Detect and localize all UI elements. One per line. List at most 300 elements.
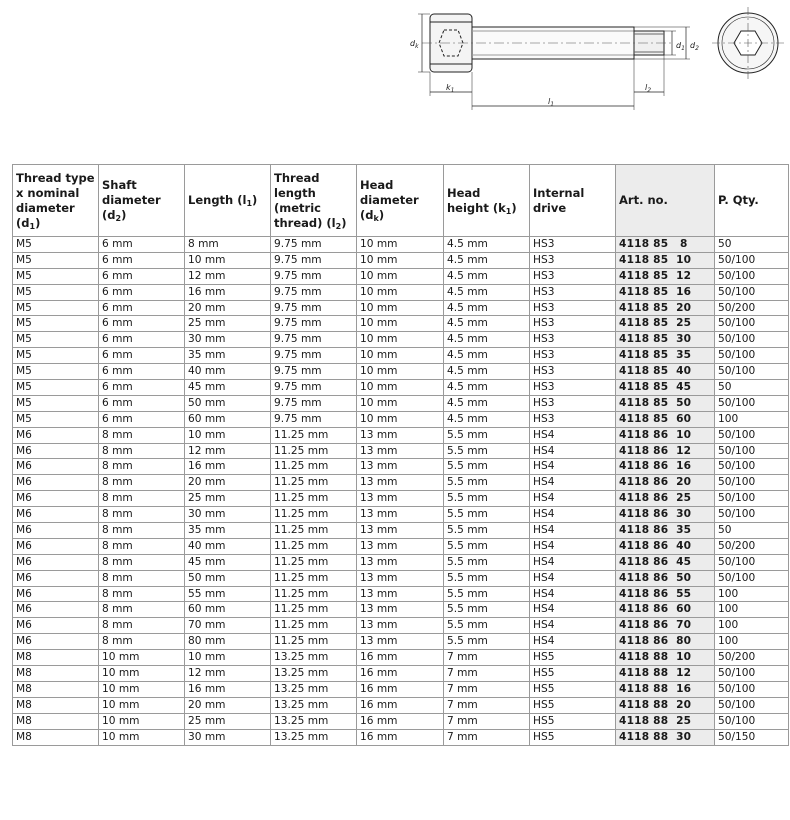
cell-art-no: 4118 85 40 bbox=[616, 364, 715, 380]
cell-head-height: 5.5 mm bbox=[444, 618, 530, 634]
cell-internal-drive: HS5 bbox=[530, 666, 616, 682]
cell-head-height: 5.5 mm bbox=[444, 586, 530, 602]
header-shaft-diameter: Shaft diameter $(d_2)$ bbox=[99, 165, 185, 237]
cell-shaft-diameter: 6 mm bbox=[99, 332, 185, 348]
cell-shaft-diameter: 8 mm bbox=[99, 586, 185, 602]
table-row bbox=[13, 650, 789, 666]
cell-thread-length: 9.75 mm bbox=[271, 300, 357, 316]
cell-head-diameter: 10 mm bbox=[357, 332, 444, 348]
cell-length: 10 mm bbox=[185, 252, 271, 268]
cell-internal-drive: HS4 bbox=[530, 634, 616, 650]
cell-shaft-diameter: 10 mm bbox=[99, 729, 185, 745]
cell-thread-type: M6 bbox=[13, 538, 99, 554]
cell-length: 45 mm bbox=[185, 554, 271, 570]
table-row bbox=[13, 570, 789, 586]
cell-internal-drive: HS4 bbox=[530, 443, 616, 459]
cell-internal-drive: HS4 bbox=[530, 570, 616, 586]
cell-head-height: 5.5 mm bbox=[444, 491, 530, 507]
table-row bbox=[13, 459, 789, 475]
cell-thread-type: M8 bbox=[13, 713, 99, 729]
cell-p-qty: 100 bbox=[715, 618, 789, 634]
cell-p-qty: 50/100 bbox=[715, 507, 789, 523]
cell-thread-length: 9.75 mm bbox=[271, 411, 357, 427]
header-art-no: Art. no. bbox=[616, 165, 715, 237]
cell-art-no: 4118 85 30 bbox=[616, 332, 715, 348]
cell-thread-length: 11.25 mm bbox=[271, 570, 357, 586]
table-row bbox=[13, 380, 789, 396]
cell-p-qty: 50/200 bbox=[715, 538, 789, 554]
cell-head-height: 4.5 mm bbox=[444, 284, 530, 300]
cell-thread-length: 9.75 mm bbox=[271, 252, 357, 268]
cell-shaft-diameter: 6 mm bbox=[99, 348, 185, 364]
cell-thread-length: 11.25 mm bbox=[271, 554, 357, 570]
cell-shaft-diameter: 6 mm bbox=[99, 364, 185, 380]
cell-internal-drive: HS4 bbox=[530, 475, 616, 491]
cell-p-qty: 50/100 bbox=[715, 395, 789, 411]
cell-internal-drive: HS4 bbox=[530, 459, 616, 475]
cell-internal-drive: HS4 bbox=[530, 602, 616, 618]
table-row bbox=[13, 602, 789, 618]
cell-head-height: 5.5 mm bbox=[444, 475, 530, 491]
cell-shaft-diameter: 8 mm bbox=[99, 523, 185, 539]
cell-internal-drive: HS4 bbox=[530, 554, 616, 570]
cell-p-qty: 50/100 bbox=[715, 364, 789, 380]
cell-shaft-diameter: 8 mm bbox=[99, 618, 185, 634]
cell-shaft-diameter: 8 mm bbox=[99, 554, 185, 570]
cell-head-height: 5.5 mm bbox=[444, 602, 530, 618]
cell-thread-length: 9.75 mm bbox=[271, 380, 357, 396]
cell-thread-type: M5 bbox=[13, 268, 99, 284]
cell-thread-length: 11.25 mm bbox=[271, 538, 357, 554]
cell-internal-drive: HS4 bbox=[530, 523, 616, 539]
cell-head-diameter: 10 mm bbox=[357, 268, 444, 284]
cell-thread-type: M6 bbox=[13, 459, 99, 475]
table-row bbox=[13, 713, 789, 729]
cell-thread-type: M5 bbox=[13, 316, 99, 332]
cell-length: 16 mm bbox=[185, 284, 271, 300]
cell-thread-type: M5 bbox=[13, 332, 99, 348]
cell-head-diameter: 13 mm bbox=[357, 475, 444, 491]
cell-internal-drive: HS5 bbox=[530, 650, 616, 666]
cell-thread-length: 11.25 mm bbox=[271, 523, 357, 539]
technical-drawing bbox=[400, 0, 790, 125]
cell-p-qty: 50/100 bbox=[715, 554, 789, 570]
cell-p-qty: 100 bbox=[715, 602, 789, 618]
cell-length: 16 mm bbox=[185, 681, 271, 697]
cell-head-diameter: 13 mm bbox=[357, 538, 444, 554]
cell-shaft-diameter: 6 mm bbox=[99, 237, 185, 253]
cell-shaft-diameter: 10 mm bbox=[99, 650, 185, 666]
cell-p-qty: 50 bbox=[715, 523, 789, 539]
cell-thread-type: M5 bbox=[13, 364, 99, 380]
cell-length: 40 mm bbox=[185, 364, 271, 380]
cell-head-diameter: 10 mm bbox=[357, 284, 444, 300]
cell-head-diameter: 16 mm bbox=[357, 666, 444, 682]
cell-thread-type: M6 bbox=[13, 602, 99, 618]
table-row bbox=[13, 538, 789, 554]
table-row bbox=[13, 427, 789, 443]
cell-p-qty: 100 bbox=[715, 586, 789, 602]
cell-length: 20 mm bbox=[185, 697, 271, 713]
cell-head-height: 4.5 mm bbox=[444, 380, 530, 396]
cell-internal-drive: HS3 bbox=[530, 316, 616, 332]
cell-head-diameter: 13 mm bbox=[357, 491, 444, 507]
table-row bbox=[13, 554, 789, 570]
cell-art-no: 4118 88 16 bbox=[616, 681, 715, 697]
cell-thread-length: 11.25 mm bbox=[271, 427, 357, 443]
cell-length: 50 mm bbox=[185, 570, 271, 586]
table-row bbox=[13, 666, 789, 682]
l2-label: $l_2$ bbox=[645, 83, 652, 94]
table-row bbox=[13, 316, 789, 332]
k1-label: $k_1$ bbox=[446, 83, 455, 94]
cell-thread-length: 13.25 mm bbox=[271, 666, 357, 682]
cell-p-qty: 50 bbox=[715, 380, 789, 396]
cell-shaft-diameter: 6 mm bbox=[99, 380, 185, 396]
cell-shaft-diameter: 6 mm bbox=[99, 268, 185, 284]
cell-head-diameter: 10 mm bbox=[357, 300, 444, 316]
cell-internal-drive: HS3 bbox=[530, 252, 616, 268]
dk-label: $d_k$ bbox=[410, 39, 419, 50]
cell-art-no: 4118 86 40 bbox=[616, 538, 715, 554]
cell-internal-drive: HS4 bbox=[530, 586, 616, 602]
cell-thread-type: M6 bbox=[13, 491, 99, 507]
cell-head-height: 7 mm bbox=[444, 681, 530, 697]
cell-shaft-diameter: 8 mm bbox=[99, 570, 185, 586]
cell-length: 10 mm bbox=[185, 427, 271, 443]
table-row bbox=[13, 364, 789, 380]
table-row bbox=[13, 411, 789, 427]
cell-head-diameter: 10 mm bbox=[357, 348, 444, 364]
cell-head-diameter: 13 mm bbox=[357, 459, 444, 475]
cell-art-no: 4118 85 60 bbox=[616, 411, 715, 427]
cell-thread-length: 9.75 mm bbox=[271, 268, 357, 284]
cell-head-diameter: 16 mm bbox=[357, 713, 444, 729]
table-body bbox=[13, 237, 789, 746]
cell-art-no: 4118 85 12 bbox=[616, 268, 715, 284]
table-row bbox=[13, 332, 789, 348]
cell-thread-length: 11.25 mm bbox=[271, 586, 357, 602]
cell-thread-type: M8 bbox=[13, 650, 99, 666]
cell-head-diameter: 13 mm bbox=[357, 554, 444, 570]
cell-length: 55 mm bbox=[185, 586, 271, 602]
cell-internal-drive: HS3 bbox=[530, 284, 616, 300]
cell-thread-type: M6 bbox=[13, 586, 99, 602]
cell-art-no: 4118 86 12 bbox=[616, 443, 715, 459]
cell-p-qty: 50/100 bbox=[715, 252, 789, 268]
cell-thread-length: 11.25 mm bbox=[271, 475, 357, 491]
cell-thread-length: 9.75 mm bbox=[271, 395, 357, 411]
cell-thread-type: M6 bbox=[13, 570, 99, 586]
cell-length: 35 mm bbox=[185, 348, 271, 364]
cell-shaft-diameter: 8 mm bbox=[99, 443, 185, 459]
cell-p-qty: 50/100 bbox=[715, 681, 789, 697]
cell-p-qty: 50/100 bbox=[715, 268, 789, 284]
table-row bbox=[13, 475, 789, 491]
cell-thread-length: 9.75 mm bbox=[271, 237, 357, 253]
d1-label: $d_1$ bbox=[676, 41, 685, 52]
cell-p-qty: 50/100 bbox=[715, 427, 789, 443]
table-row bbox=[13, 634, 789, 650]
table-row bbox=[13, 523, 789, 539]
cell-length: 25 mm bbox=[185, 316, 271, 332]
cell-thread-type: M5 bbox=[13, 237, 99, 253]
cell-shaft-diameter: 6 mm bbox=[99, 395, 185, 411]
cell-thread-type: M6 bbox=[13, 523, 99, 539]
cell-head-diameter: 13 mm bbox=[357, 507, 444, 523]
cell-head-height: 4.5 mm bbox=[444, 237, 530, 253]
cell-internal-drive: HS5 bbox=[530, 681, 616, 697]
cell-thread-type: M8 bbox=[13, 729, 99, 745]
cell-p-qty: 50/100 bbox=[715, 443, 789, 459]
cell-internal-drive: HS5 bbox=[530, 697, 616, 713]
header-head-diameter: Head diameter $(d_k)$ bbox=[357, 165, 444, 237]
cell-thread-length: 13.25 mm bbox=[271, 681, 357, 697]
cell-internal-drive: HS4 bbox=[530, 427, 616, 443]
cell-head-height: 5.5 mm bbox=[444, 427, 530, 443]
table-row bbox=[13, 697, 789, 713]
table-row bbox=[13, 300, 789, 316]
table-row bbox=[13, 618, 789, 634]
cell-internal-drive: HS4 bbox=[530, 491, 616, 507]
cell-length: 60 mm bbox=[185, 411, 271, 427]
cell-thread-type: M5 bbox=[13, 300, 99, 316]
cell-length: 25 mm bbox=[185, 491, 271, 507]
cell-p-qty: 50/100 bbox=[715, 475, 789, 491]
table-row bbox=[13, 237, 789, 253]
cell-length: 12 mm bbox=[185, 268, 271, 284]
cell-shaft-diameter: 6 mm bbox=[99, 252, 185, 268]
cell-length: 25 mm bbox=[185, 713, 271, 729]
cell-thread-length: 13.25 mm bbox=[271, 729, 357, 745]
cell-p-qty: 50/100 bbox=[715, 332, 789, 348]
table-row bbox=[13, 443, 789, 459]
table-row bbox=[13, 395, 789, 411]
table-row bbox=[13, 268, 789, 284]
cell-internal-drive: HS4 bbox=[530, 538, 616, 554]
cell-shaft-diameter: 8 mm bbox=[99, 475, 185, 491]
cell-head-height: 7 mm bbox=[444, 650, 530, 666]
cell-head-diameter: 10 mm bbox=[357, 237, 444, 253]
cell-thread-length: 11.25 mm bbox=[271, 507, 357, 523]
cell-art-no: 4118 88 25 bbox=[616, 713, 715, 729]
cell-head-diameter: 13 mm bbox=[357, 427, 444, 443]
cell-shaft-diameter: 8 mm bbox=[99, 538, 185, 554]
table-row bbox=[13, 729, 789, 745]
cell-thread-type: M8 bbox=[13, 666, 99, 682]
cell-p-qty: 100 bbox=[715, 411, 789, 427]
cell-head-height: 5.5 mm bbox=[444, 459, 530, 475]
cell-thread-type: M6 bbox=[13, 475, 99, 491]
table-header-row bbox=[13, 165, 789, 237]
cell-head-height: 7 mm bbox=[444, 666, 530, 682]
cell-head-diameter: 13 mm bbox=[357, 634, 444, 650]
cell-p-qty: 50/100 bbox=[715, 348, 789, 364]
cell-art-no: 4118 85 16 bbox=[616, 284, 715, 300]
cell-internal-drive: HS3 bbox=[530, 411, 616, 427]
cell-length: 80 mm bbox=[185, 634, 271, 650]
cell-art-no: 4118 86 30 bbox=[616, 507, 715, 523]
cell-internal-drive: HS3 bbox=[530, 300, 616, 316]
cell-head-height: 4.5 mm bbox=[444, 348, 530, 364]
cell-head-diameter: 16 mm bbox=[357, 681, 444, 697]
cell-length: 8 mm bbox=[185, 237, 271, 253]
cell-head-height: 7 mm bbox=[444, 697, 530, 713]
cell-thread-length: 11.25 mm bbox=[271, 618, 357, 634]
table-row bbox=[13, 284, 789, 300]
d2-label: $d_2$ bbox=[690, 41, 699, 52]
cell-head-diameter: 10 mm bbox=[357, 411, 444, 427]
cell-art-no: 4118 86 70 bbox=[616, 618, 715, 634]
cell-art-no: 4118 88 10 bbox=[616, 650, 715, 666]
l1-label: $l_1$ bbox=[548, 97, 555, 108]
cell-shaft-diameter: 6 mm bbox=[99, 300, 185, 316]
cell-art-no: 4118 85 50 bbox=[616, 395, 715, 411]
cell-head-diameter: 13 mm bbox=[357, 570, 444, 586]
cell-length: 20 mm bbox=[185, 300, 271, 316]
table-row bbox=[13, 348, 789, 364]
cell-shaft-diameter: 6 mm bbox=[99, 284, 185, 300]
cell-art-no: 4118 85 10 bbox=[616, 252, 715, 268]
cell-thread-type: M5 bbox=[13, 252, 99, 268]
cell-head-diameter: 16 mm bbox=[357, 650, 444, 666]
cell-head-diameter: 16 mm bbox=[357, 697, 444, 713]
cell-art-no: 4118 86 60 bbox=[616, 602, 715, 618]
cell-head-diameter: 10 mm bbox=[357, 252, 444, 268]
header-p-qty: P. Qty. bbox=[715, 165, 789, 237]
cell-shaft-diameter: 6 mm bbox=[99, 411, 185, 427]
cell-p-qty: 50/100 bbox=[715, 491, 789, 507]
cell-art-no: 4118 85 25 bbox=[616, 316, 715, 332]
shoulder-screw-drawing bbox=[400, 0, 790, 125]
header-head-height: Head height $(k_1)$ bbox=[444, 165, 530, 237]
cell-thread-length: 11.25 mm bbox=[271, 443, 357, 459]
cell-internal-drive: HS4 bbox=[530, 618, 616, 634]
cell-head-diameter: 10 mm bbox=[357, 380, 444, 396]
cell-thread-type: M5 bbox=[13, 411, 99, 427]
cell-head-height: 5.5 mm bbox=[444, 443, 530, 459]
cell-head-height: 7 mm bbox=[444, 729, 530, 745]
cell-thread-type: M5 bbox=[13, 348, 99, 364]
cell-thread-length: 13.25 mm bbox=[271, 697, 357, 713]
header-length: Length $(l_1)$ bbox=[185, 165, 271, 237]
cell-head-diameter: 13 mm bbox=[357, 602, 444, 618]
cell-length: 50 mm bbox=[185, 395, 271, 411]
cell-thread-type: M6 bbox=[13, 443, 99, 459]
cell-length: 30 mm bbox=[185, 729, 271, 745]
cell-internal-drive: HS5 bbox=[530, 713, 616, 729]
cell-internal-drive: HS3 bbox=[530, 332, 616, 348]
cell-art-no: 4118 86 20 bbox=[616, 475, 715, 491]
cell-p-qty: 50/100 bbox=[715, 666, 789, 682]
cell-thread-type: M5 bbox=[13, 395, 99, 411]
cell-p-qty: 50/100 bbox=[715, 284, 789, 300]
cell-head-diameter: 10 mm bbox=[357, 316, 444, 332]
cell-thread-length: 11.25 mm bbox=[271, 602, 357, 618]
cell-p-qty: 100 bbox=[715, 634, 789, 650]
cell-length: 12 mm bbox=[185, 666, 271, 682]
cell-art-no: 4118 88 20 bbox=[616, 697, 715, 713]
cell-thread-length: 9.75 mm bbox=[271, 284, 357, 300]
cell-length: 35 mm bbox=[185, 523, 271, 539]
cell-art-no: 4118 85 35 bbox=[616, 348, 715, 364]
cell-head-diameter: 16 mm bbox=[357, 729, 444, 745]
cell-shaft-diameter: 8 mm bbox=[99, 507, 185, 523]
cell-art-no: 4118 85 45 bbox=[616, 380, 715, 396]
cell-shaft-diameter: 6 mm bbox=[99, 316, 185, 332]
cell-thread-length: 11.25 mm bbox=[271, 491, 357, 507]
cell-thread-length: 9.75 mm bbox=[271, 348, 357, 364]
cell-p-qty: 50 bbox=[715, 237, 789, 253]
cell-head-height: 4.5 mm bbox=[444, 395, 530, 411]
cell-length: 16 mm bbox=[185, 459, 271, 475]
cell-p-qty: 50/100 bbox=[715, 316, 789, 332]
cell-thread-type: M5 bbox=[13, 284, 99, 300]
cell-thread-type: M5 bbox=[13, 380, 99, 396]
cell-art-no: 4118 86 45 bbox=[616, 554, 715, 570]
cell-thread-length: 9.75 mm bbox=[271, 364, 357, 380]
cell-length: 12 mm bbox=[185, 443, 271, 459]
cell-art-no: 4118 86 25 bbox=[616, 491, 715, 507]
cell-shaft-diameter: 8 mm bbox=[99, 427, 185, 443]
table-row bbox=[13, 507, 789, 523]
cell-internal-drive: HS3 bbox=[530, 380, 616, 396]
cell-shaft-diameter: 8 mm bbox=[99, 459, 185, 475]
cell-length: 10 mm bbox=[185, 650, 271, 666]
cell-head-height: 5.5 mm bbox=[444, 523, 530, 539]
cell-head-diameter: 13 mm bbox=[357, 443, 444, 459]
cell-internal-drive: HS3 bbox=[530, 395, 616, 411]
cell-head-diameter: 13 mm bbox=[357, 523, 444, 539]
cell-p-qty: 50/200 bbox=[715, 300, 789, 316]
cell-shaft-diameter: 8 mm bbox=[99, 634, 185, 650]
cell-art-no: 4118 86 80 bbox=[616, 634, 715, 650]
cell-art-no: 4118 85 20 bbox=[616, 300, 715, 316]
cell-thread-type: M6 bbox=[13, 554, 99, 570]
cell-thread-length: 9.75 mm bbox=[271, 332, 357, 348]
cell-head-height: 4.5 mm bbox=[444, 364, 530, 380]
cell-art-no: 4118 86 35 bbox=[616, 523, 715, 539]
header-thread-length: Thread length (metric thread) $(l_2)$ bbox=[271, 165, 357, 237]
cell-head-height: 4.5 mm bbox=[444, 300, 530, 316]
cell-internal-drive: HS3 bbox=[530, 268, 616, 284]
cell-thread-type: M8 bbox=[13, 681, 99, 697]
cell-p-qty: 50/100 bbox=[715, 570, 789, 586]
cell-length: 40 mm bbox=[185, 538, 271, 554]
cell-head-height: 5.5 mm bbox=[444, 554, 530, 570]
cell-head-height: 7 mm bbox=[444, 713, 530, 729]
table-row bbox=[13, 681, 789, 697]
cell-head-diameter: 10 mm bbox=[357, 364, 444, 380]
cell-art-no: 4118 86 16 bbox=[616, 459, 715, 475]
cell-length: 60 mm bbox=[185, 602, 271, 618]
cell-length: 30 mm bbox=[185, 507, 271, 523]
cell-head-height: 4.5 mm bbox=[444, 252, 530, 268]
cell-thread-length: 13.25 mm bbox=[271, 650, 357, 666]
cell-internal-drive: HS3 bbox=[530, 364, 616, 380]
cell-art-no: 4118 86 50 bbox=[616, 570, 715, 586]
cell-head-diameter: 13 mm bbox=[357, 586, 444, 602]
cell-shaft-diameter: 10 mm bbox=[99, 681, 185, 697]
cell-art-no: 4118 86 10 bbox=[616, 427, 715, 443]
table-row bbox=[13, 586, 789, 602]
cell-length: 70 mm bbox=[185, 618, 271, 634]
cell-thread-length: 9.75 mm bbox=[271, 316, 357, 332]
cell-internal-drive: HS3 bbox=[530, 348, 616, 364]
cell-head-height: 4.5 mm bbox=[444, 411, 530, 427]
cell-head-height: 4.5 mm bbox=[444, 268, 530, 284]
cell-head-height: 4.5 mm bbox=[444, 332, 530, 348]
